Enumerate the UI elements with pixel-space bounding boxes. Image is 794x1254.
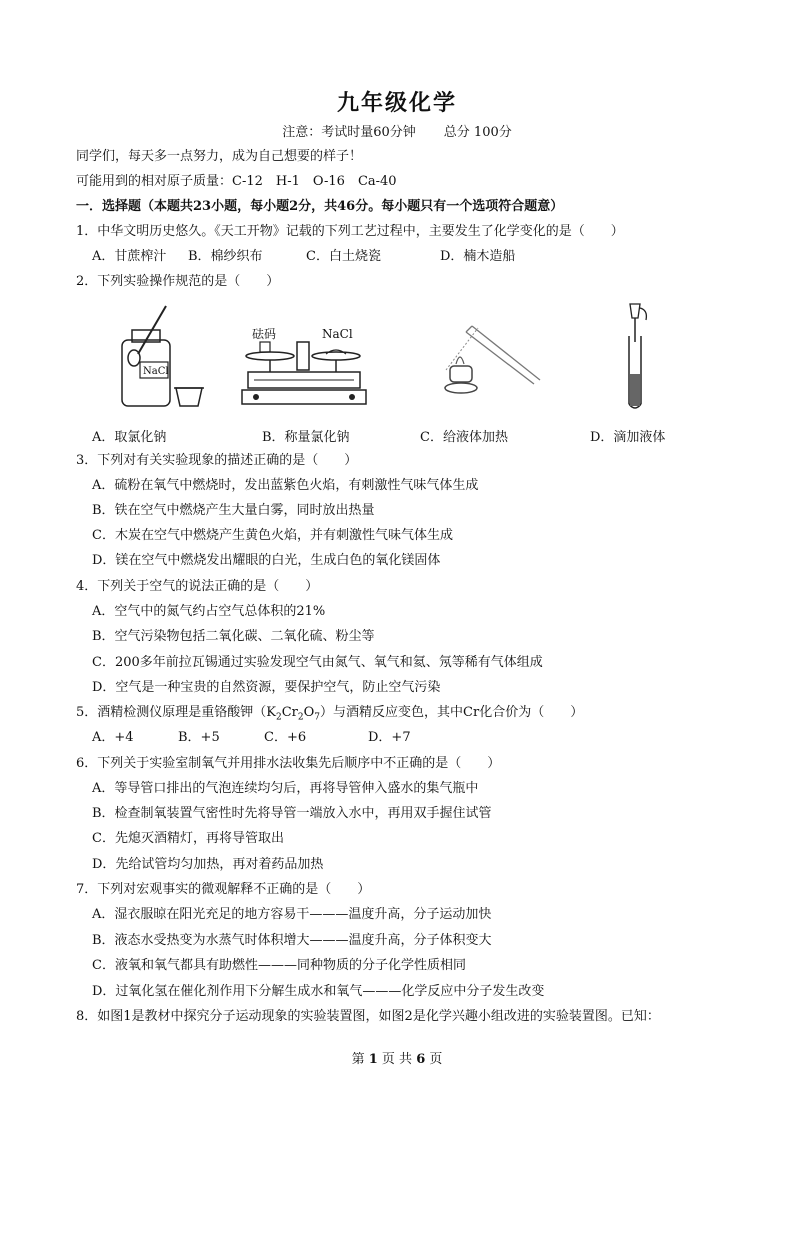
q3-option-a: A．硫粉在氧气中燃烧时，发出蓝紫色火焰，有刺激性气味气体生成 — [92, 478, 479, 493]
nacl-bottle-label: NaCl — [143, 366, 169, 377]
figure-a-reagent-bottle — [118, 300, 218, 412]
q6-option-b: B．检查制氧装置气密性时先将导管一端放入水中，再用双手握住试管 — [92, 806, 492, 821]
q6-stem: 6．下列关于实验室制氧气并用排水法收集先后顺序中不正确的是（ ） — [76, 756, 501, 771]
nacl-pan-label: NaCl — [322, 328, 353, 341]
q4-option-c: C．200多年前拉瓦锡通过实验发现空气由氮气、氧气和氦、氖等稀有气体组成 — [92, 655, 543, 670]
q5-option-d: D．+7 — [368, 730, 411, 745]
q5-stem-part: ）与酒精反应变色，其中Cr化合价为（ ） — [320, 705, 584, 720]
q3-option-c: C．木炭在空气中燃烧产生黄色火焰，并有刺激性气味气体生成 — [92, 528, 453, 543]
footer-page-number: 1 — [368, 1052, 378, 1067]
q7-option-a: A．湿衣服晾在阳光充足的地方容易干———温度升高，分子运动加快 — [92, 907, 492, 922]
q5-stem — [76, 704, 583, 727]
q5-option-a: A．+4 — [92, 730, 134, 745]
q5-option-c: C．+6 — [264, 730, 307, 745]
q7-option-d: D．过氧化氢在催化剂作用下分解生成水和氧气———化学反应中分子发生改变 — [92, 984, 545, 999]
q2-option-c: C．给液体加热 — [420, 430, 508, 445]
q1-stem: 1．中华文明历史悠久。《天工开物》记载的下列工艺过程中，主要发生了化学变化的是（ ） — [76, 224, 624, 239]
section-heading: 一．选择题（本题共23小题，每小题2分，共46分。每小题只有一个选项符合题意） — [76, 199, 564, 214]
q8-stem: 8．如图1是教材中探究分子运动现象的实验装置图，如图2是化学兴趣小组改进的实验装置图。已知： — [76, 1009, 660, 1024]
q5-stem-part: Cr — [281, 705, 298, 720]
figure-c-heating-liquid — [436, 320, 548, 408]
q1-option-a: A．甘蔗榨汁 — [92, 249, 167, 264]
exam-time: 注意：考试时量60分钟 — [282, 125, 416, 140]
q4-option-b: B．空气污染物包括二氧化碳、二氧化硫、粉尘等 — [92, 629, 375, 644]
q4-option-d: D．空气是一种宝贵的自然资源，要保护空气，防止空气污染 — [92, 680, 441, 695]
q4-option-a: A．空气中的氮气约占空气总体积的21% — [92, 604, 326, 619]
q3-option-b: B．铁在空气中燃烧产生大量白雾，同时放出热量 — [92, 503, 375, 518]
intro-atomic-mass: 可能用到的相对原子质量：C-12 H-1 O-16 Ca-40 — [76, 174, 397, 189]
footer-text: 页 共 — [381, 1052, 413, 1067]
q2-option-b: B．称量氯化钠 — [262, 430, 350, 445]
q3-option-d: D．镁在空气中燃烧发出耀眼的白光，生成白色的氧化镁固体 — [92, 553, 441, 568]
q5-option-b: B．+5 — [178, 730, 220, 745]
figure-d-dropping-liquid — [616, 300, 656, 412]
q7-option-b: B．液态水受热变为水蒸气时体积增大———温度升高，分子体积变大 — [92, 933, 492, 948]
footer-text: 第 — [351, 1052, 365, 1067]
q4-stem: 4．下列关于空气的说法正确的是（ ） — [76, 579, 319, 594]
q5-subscript: 7 — [314, 712, 321, 723]
q7-option-c: C．液氧和氧气都具有助燃性———同种物质的分子化学性质相同 — [92, 958, 466, 973]
q6-option-c: C．先熄灭酒精灯，再将导管取出 — [92, 831, 284, 846]
q6-option-a: A．等导管口排出的气泡连续均匀后，再将导管伸入盛水的集气瓶中 — [92, 781, 479, 796]
footer-total-pages: 6 — [416, 1052, 426, 1067]
q5-subscript: 2 — [297, 712, 304, 723]
exam-note — [0, 121, 794, 140]
q6-option-d: D．先给试管均匀加热，再对着药品加热 — [92, 857, 324, 872]
q5-subscript: 2 — [275, 712, 282, 723]
q3-stem: 3．下列对有关实验现象的描述正确的是（ ） — [76, 453, 358, 468]
intro-motto: 同学们，每天多一点努力，成为自己想要的样子！ — [76, 149, 363, 164]
page-footer — [0, 1048, 794, 1067]
figure-b-balance — [240, 328, 370, 410]
footer-text: 页 — [429, 1052, 443, 1067]
exam-score: 总分 100分 — [443, 125, 512, 140]
weights-label: 砝码 — [252, 328, 277, 341]
page-title: 九年级化学 — [336, 90, 457, 116]
q2-stem: 2．下列实验操作规范的是（ ） — [76, 274, 280, 289]
q2-option-a: A．取氯化钠 — [92, 430, 167, 445]
q1-option-c: C．白土烧瓷 — [306, 249, 381, 264]
q1-options — [92, 248, 515, 266]
q1-option-d: D．楠木造船 — [440, 249, 516, 264]
q5-stem-part: 5．酒精检测仪原理是重铬酸钾（K — [76, 705, 276, 720]
q5-options — [92, 729, 411, 747]
q1-option-b: B．棉纱织布 — [188, 249, 263, 264]
q2-option-d: D．滴加液体 — [590, 430, 666, 445]
q7-stem: 7．下列对宏观事实的微观解释不正确的是（ ） — [76, 882, 371, 897]
q5-stem-part: O — [303, 705, 315, 720]
